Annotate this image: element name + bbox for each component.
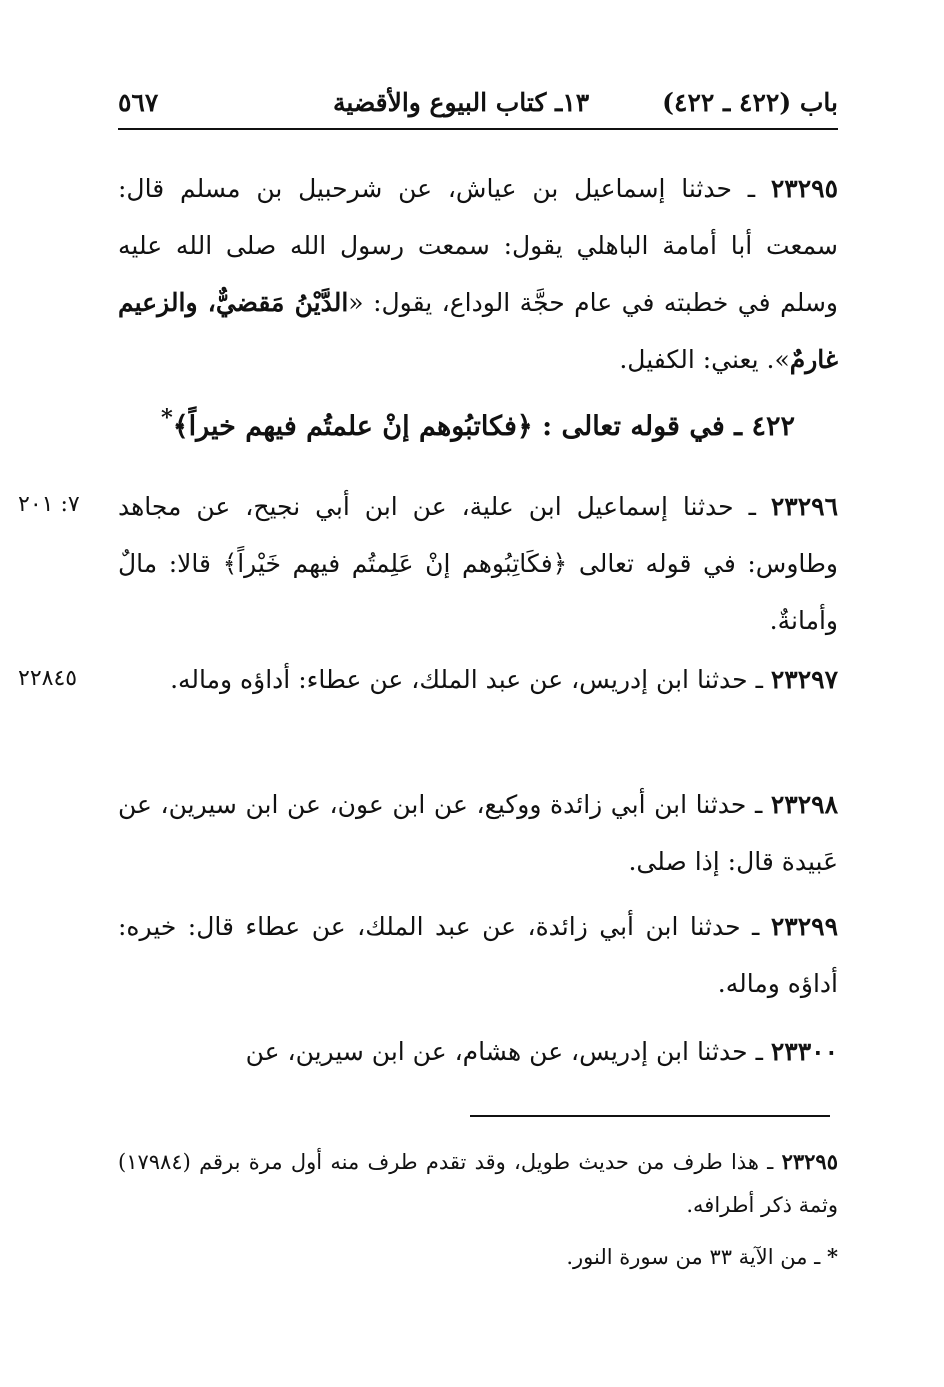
hadith-number: ٢٣٢٩٧ bbox=[770, 665, 838, 694]
footnote-marker: * bbox=[827, 1244, 838, 1269]
footnote-rule bbox=[470, 1115, 830, 1117]
hadith-text: ـ حدثنا ابن أبي زائدة، عن عبد الملك، عن عطاء قال: خيره: أداؤه وماله. bbox=[118, 912, 838, 998]
hadith-text: ـ حدثنا إسماعيل ابن علية، عن ابن أبي نجيح، عن مجاهد وطاوس: في قوله تعالى ﴿فكَاتِبُوهم إنْ عَلِمتُم فيهم خَيْراً﴾ قالا: مالٌ وأمانةٌ. bbox=[118, 492, 838, 635]
hadith-paragraph bbox=[118, 898, 838, 1012]
page-number: ٥٦٧ bbox=[118, 88, 159, 117]
footnote bbox=[118, 1140, 838, 1227]
hadith-paragraph bbox=[118, 160, 838, 388]
footnote bbox=[118, 1235, 838, 1279]
hadith-text: ـ حدثنا ابن أبي زائدة ووكيع، عن ابن عون، عن ابن سيرين، عن عَبيدة قال: إذا صلى. bbox=[118, 790, 838, 876]
footnote-text: ـ هذا طرف من حديث طويل، وقد تقدم طرف منه أول مرة برقم (١٧٩٨٤) وثمة ذكر أطرافه. bbox=[118, 1150, 838, 1217]
chapter-heading-text: ٤٢٢ ـ في قوله تعالى : ﴿فكاتبُوهم إنْ علمتُم فيهم خيراً﴾ bbox=[172, 411, 795, 442]
margin-reference: ٢٢٨٤٥ bbox=[18, 666, 78, 691]
margin-reference: ٧: ٢٠١ bbox=[18, 492, 80, 517]
hadith-number: ٢٣٣٠٠ bbox=[770, 1037, 838, 1066]
footnote-number: ٢٣٢٩٥ bbox=[781, 1149, 838, 1174]
chapter-range: باب (٤٢٢ ـ ٤٢٢) bbox=[662, 88, 838, 117]
hadith-text: ـ حدثنا ابن إدريس، عن هشام، عن ابن سيرين، عن bbox=[245, 1037, 771, 1066]
hadith-paragraph bbox=[118, 478, 838, 649]
hadith-paragraph bbox=[118, 776, 838, 890]
page-header bbox=[118, 78, 838, 128]
book-title: ١٣ـ كتاب البيوع والأقضية bbox=[333, 88, 590, 117]
hadith-text: ـ حدثنا إسماعيل بن عياش، عن شرحبيل بن مسلم قال: سمعت أبا أمامة الباهلي يقول: سمعت رسول الله صلى الله عليه وسلم في خطبته في عام حجَّة الوداع، يقول: « bbox=[118, 174, 838, 317]
footnote-text: ـ من الآية ٣٣ من سورة النور. bbox=[566, 1245, 828, 1269]
hadith-paragraph bbox=[118, 651, 838, 708]
hadith-text: ـ حدثنا ابن إدريس، عن عبد الملك، عن عطاء: أداؤه وماله. bbox=[170, 665, 771, 694]
hadith-quote: الدَّيْنُ مَقضيٌّ، والزعيم غارمٌ bbox=[118, 288, 838, 374]
chapter-heading bbox=[118, 405, 838, 442]
hadith-text-end: ». يعني: الكفيل. bbox=[619, 345, 790, 374]
chapter-asterisk: * bbox=[161, 405, 173, 431]
header-rule bbox=[118, 128, 838, 130]
hadith-number: ٢٣٢٩٨ bbox=[770, 790, 838, 819]
hadith-number: ٢٣٢٩٩ bbox=[770, 912, 838, 941]
hadith-number: ٢٣٢٩٦ bbox=[770, 492, 838, 521]
hadith-number: ٢٣٢٩٥ bbox=[770, 174, 838, 203]
hadith-paragraph bbox=[118, 1023, 838, 1080]
